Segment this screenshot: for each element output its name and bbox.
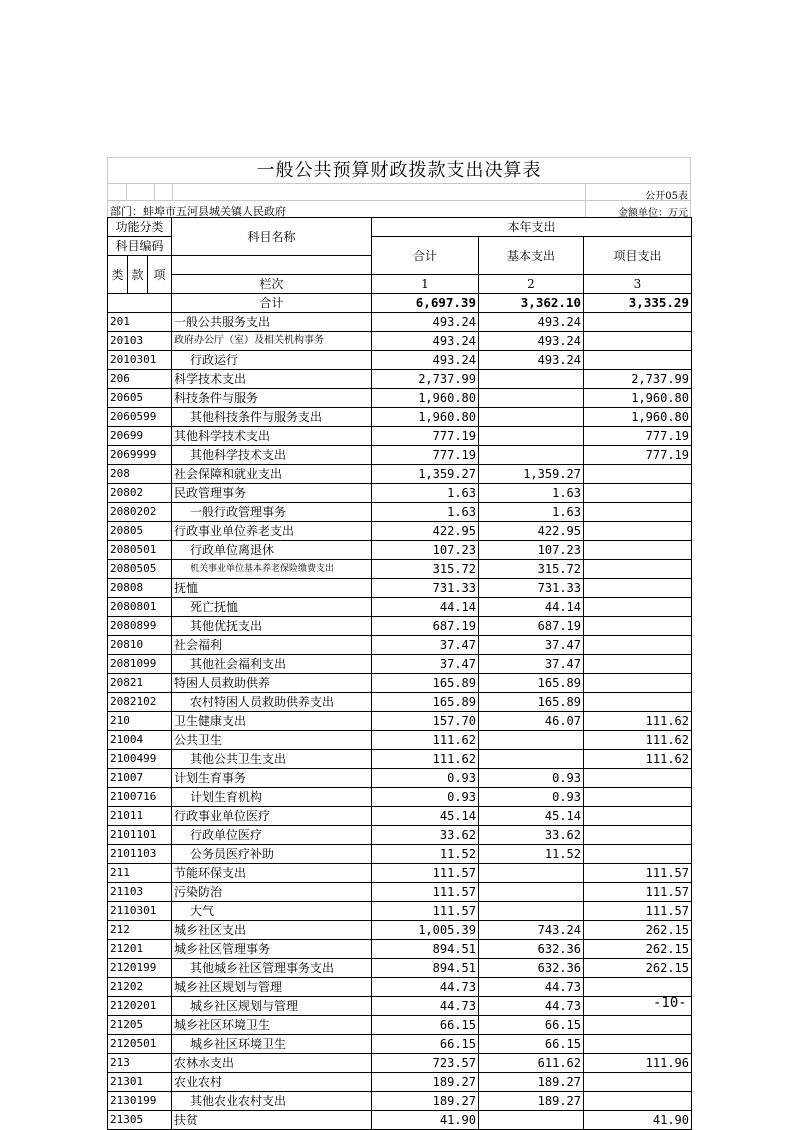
table-row <box>108 560 692 579</box>
row-name: 其他城乡社区管理事务支出 <box>172 959 372 978</box>
header-lei: 类 <box>108 256 128 294</box>
row-name: 行政事业单位医疗 <box>172 807 372 826</box>
row-total: 37.47 <box>372 636 479 655</box>
row-basic: 493.24 <box>479 313 584 332</box>
row-name: 农业农村 <box>172 1073 372 1092</box>
row-project: 262.15 <box>584 959 692 978</box>
row-basic <box>479 731 584 750</box>
row-total: 315.72 <box>372 560 479 579</box>
row-code: 21011 <box>108 807 172 826</box>
department-label: 部门：蚌埠市五河县城关镇人民政府 <box>110 205 286 218</box>
row-code: 2100499 <box>108 750 172 769</box>
row-name: 机关事业单位基本养老保险缴费支出 <box>172 560 372 579</box>
row-name: 城乡社区规划与管理 <box>172 978 372 997</box>
row-basic <box>479 902 584 921</box>
table-row <box>108 465 692 484</box>
row-total: 37.47 <box>372 655 479 674</box>
row-basic <box>479 750 584 769</box>
row-code: 201 <box>108 313 172 332</box>
row-name: 社会福利 <box>172 636 372 655</box>
row-name: 计划生育事务 <box>172 769 372 788</box>
table-row <box>108 807 692 826</box>
row-name: 死亡抚恤 <box>172 598 372 617</box>
row-basic <box>479 446 584 465</box>
row-code: 21301 <box>108 1073 172 1092</box>
row-project: 2,737.99 <box>584 370 692 389</box>
row-project: 111.96 <box>584 1054 692 1073</box>
row-total: 777.19 <box>372 446 479 465</box>
page-number: -10- <box>653 995 687 1011</box>
row-basic <box>479 427 584 446</box>
row-code: 2101101 <box>108 826 172 845</box>
table-row <box>108 750 692 769</box>
row-total: 1,960.80 <box>372 408 479 427</box>
row-name: 社会保障和就业支出 <box>172 465 372 484</box>
row-basic: 165.89 <box>479 674 584 693</box>
row-project <box>584 332 692 351</box>
row-name: 城乡社区环境卫生 <box>172 1035 372 1054</box>
table-row <box>108 313 692 332</box>
row-basic: 611.62 <box>479 1054 584 1073</box>
table-row <box>108 1073 692 1092</box>
table-row <box>108 1035 692 1054</box>
row-project <box>584 522 692 541</box>
row-total: 1,359.27 <box>372 465 479 484</box>
row-code: 2080501 <box>108 541 172 560</box>
table-row <box>108 769 692 788</box>
row-project: 262.15 <box>584 921 692 940</box>
row-name: 民政管理事务 <box>172 484 372 503</box>
row-name: 政府办公厅（室）及相关机构事务 <box>172 332 372 351</box>
row-project: 111.57 <box>584 902 692 921</box>
table-row <box>108 864 692 883</box>
row-project <box>584 788 692 807</box>
row-total: 45.14 <box>372 807 479 826</box>
row-total: 33.62 <box>372 826 479 845</box>
row-name: 行政单位离退休 <box>172 541 372 560</box>
row-total: 1,960.80 <box>372 389 479 408</box>
row-name: 科学技术支出 <box>172 370 372 389</box>
row-total: 0.93 <box>372 769 479 788</box>
row-project <box>584 978 692 997</box>
table-row <box>108 1092 692 1111</box>
row-name: 其他社会福利支出 <box>172 655 372 674</box>
row-project <box>584 560 692 579</box>
header-kuan: 款 <box>128 256 148 294</box>
row-project: 262.15 <box>584 940 692 959</box>
row-total: 422.95 <box>372 522 479 541</box>
header-func-class: 功能分类 <box>108 218 172 237</box>
row-name: 其他公共卫生支出 <box>172 750 372 769</box>
row-total: 66.15 <box>372 1035 479 1054</box>
row-basic: 422.95 <box>479 522 584 541</box>
row-code: 2080505 <box>108 560 172 579</box>
row-code: 2100716 <box>108 788 172 807</box>
table-row <box>108 389 692 408</box>
row-name: 其他科技条件与服务支出 <box>172 408 372 427</box>
row-basic: 37.47 <box>479 636 584 655</box>
row-total: 44.14 <box>372 598 479 617</box>
expenditure-table <box>107 217 692 1130</box>
row-code: 21305 <box>108 1111 172 1130</box>
table-row <box>108 788 692 807</box>
row-project <box>584 465 692 484</box>
row-project <box>584 598 692 617</box>
row-total: 493.24 <box>372 332 479 351</box>
row-project <box>584 503 692 522</box>
row-project <box>584 579 692 598</box>
row-project: 111.62 <box>584 731 692 750</box>
header-project: 项目支出 <box>584 237 692 275</box>
table-row <box>108 617 692 636</box>
row-name: 其他科学技术支出 <box>172 446 372 465</box>
sum-total: 6,697.39 <box>372 294 479 313</box>
row-total: 894.51 <box>372 940 479 959</box>
row-basic: 315.72 <box>479 560 584 579</box>
table-row <box>108 826 692 845</box>
row-project <box>584 655 692 674</box>
table-row <box>108 579 692 598</box>
sum-basic: 3,362.10 <box>479 294 584 313</box>
table-row <box>108 351 692 370</box>
row-total: 44.73 <box>372 978 479 997</box>
row-total: 11.52 <box>372 845 479 864</box>
table-row <box>108 446 692 465</box>
row-project: 1,960.80 <box>584 389 692 408</box>
row-project <box>584 484 692 503</box>
row-project <box>584 541 692 560</box>
row-code: 21007 <box>108 769 172 788</box>
row-basic: 37.47 <box>479 655 584 674</box>
row-basic: 44.73 <box>479 997 584 1016</box>
row-code: 206 <box>108 370 172 389</box>
row-total: 111.62 <box>372 750 479 769</box>
row-basic <box>479 1111 584 1130</box>
row-name: 其他科学技术支出 <box>172 427 372 446</box>
row-basic: 1.63 <box>479 484 584 503</box>
header-col-label: 栏次 <box>172 275 372 294</box>
row-total: 1,005.39 <box>372 921 479 940</box>
table-row <box>108 408 692 427</box>
row-name: 行政运行 <box>172 351 372 370</box>
row-code: 210 <box>108 712 172 731</box>
row-total: 2,737.99 <box>372 370 479 389</box>
row-project <box>584 636 692 655</box>
row-total: 1.63 <box>372 484 479 503</box>
header-subject-name: 科目名称 <box>172 218 372 256</box>
table-row <box>108 731 692 750</box>
row-name: 城乡社区管理事务 <box>172 940 372 959</box>
row-code: 20103 <box>108 332 172 351</box>
row-total: 165.89 <box>372 674 479 693</box>
row-name: 公共卫生 <box>172 731 372 750</box>
row-project <box>584 1035 692 1054</box>
row-code: 212 <box>108 921 172 940</box>
table-row <box>108 484 692 503</box>
row-code: 208 <box>108 465 172 484</box>
row-name: 科技条件与服务 <box>172 389 372 408</box>
row-name: 抚恤 <box>172 579 372 598</box>
table-row <box>108 1054 692 1073</box>
row-code: 21004 <box>108 731 172 750</box>
table-row <box>108 522 692 541</box>
row-code: 21201 <box>108 940 172 959</box>
row-project <box>584 769 692 788</box>
table-row <box>108 978 692 997</box>
row-project: 111.62 <box>584 712 692 731</box>
row-basic: 0.93 <box>479 769 584 788</box>
row-basic <box>479 389 584 408</box>
row-name: 农林水支出 <box>172 1054 372 1073</box>
table-row <box>108 598 692 617</box>
row-total: 189.27 <box>372 1073 479 1092</box>
header-year-expense: 本年支出 <box>372 218 692 237</box>
row-name: 扶贫 <box>172 1111 372 1130</box>
table-row <box>108 883 692 902</box>
table-row <box>108 921 692 940</box>
row-total: 894.51 <box>372 959 479 978</box>
row-total: 111.57 <box>372 902 479 921</box>
page-title: 一般公共预算财政拨款支出决算表 <box>107 157 691 183</box>
sum-label: 合计 <box>172 294 372 313</box>
table-row <box>108 902 692 921</box>
row-code: 2130199 <box>108 1092 172 1111</box>
table-row <box>108 370 692 389</box>
row-total: 0.93 <box>372 788 479 807</box>
row-basic: 189.27 <box>479 1092 584 1111</box>
table-row <box>108 636 692 655</box>
row-basic <box>479 864 584 883</box>
header-col2: 2 <box>479 275 584 294</box>
row-code: 21205 <box>108 1016 172 1035</box>
row-code: 2120501 <box>108 1035 172 1054</box>
row-code: 2060599 <box>108 408 172 427</box>
row-name: 节能环保支出 <box>172 864 372 883</box>
row-code: 20699 <box>108 427 172 446</box>
header-col1: 1 <box>372 275 479 294</box>
row-code: 2080899 <box>108 617 172 636</box>
row-total: 1.63 <box>372 503 479 522</box>
row-name: 计划生育机构 <box>172 788 372 807</box>
row-code: 2081099 <box>108 655 172 674</box>
row-name: 污染防治 <box>172 883 372 902</box>
table-row <box>108 997 692 1016</box>
row-code: 2069999 <box>108 446 172 465</box>
row-name: 大气 <box>172 902 372 921</box>
row-basic: 44.73 <box>479 978 584 997</box>
row-basic: 1.63 <box>479 503 584 522</box>
row-project <box>584 1092 692 1111</box>
row-total: 493.24 <box>372 313 479 332</box>
row-code: 20805 <box>108 522 172 541</box>
row-total: 165.89 <box>372 693 479 712</box>
table-row <box>108 940 692 959</box>
row-code: 2082102 <box>108 693 172 712</box>
row-total: 189.27 <box>372 1092 479 1111</box>
row-basic: 44.14 <box>479 598 584 617</box>
row-project <box>584 1016 692 1035</box>
row-project <box>584 351 692 370</box>
row-basic: 33.62 <box>479 826 584 845</box>
row-code: 21202 <box>108 978 172 997</box>
row-project: 41.90 <box>584 1111 692 1130</box>
row-code: 2101103 <box>108 845 172 864</box>
row-name: 城乡社区环境卫生 <box>172 1016 372 1035</box>
table-row <box>108 655 692 674</box>
row-code: 2080202 <box>108 503 172 522</box>
row-name: 行政单位医疗 <box>172 826 372 845</box>
row-code: 20810 <box>108 636 172 655</box>
row-basic: 0.93 <box>479 788 584 807</box>
header-xiang: 项 <box>148 256 172 294</box>
row-project <box>584 807 692 826</box>
row-project <box>584 617 692 636</box>
row-basic: 743.24 <box>479 921 584 940</box>
row-basic: 11.52 <box>479 845 584 864</box>
row-project <box>584 674 692 693</box>
row-code: 2120199 <box>108 959 172 978</box>
table-row <box>108 541 692 560</box>
row-project: 111.57 <box>584 864 692 883</box>
row-total: 66.15 <box>372 1016 479 1035</box>
row-project <box>584 1073 692 1092</box>
row-basic: 687.19 <box>479 617 584 636</box>
row-code: 2110301 <box>108 902 172 921</box>
row-total: 41.90 <box>372 1111 479 1130</box>
table-row <box>108 693 692 712</box>
row-code: 20605 <box>108 389 172 408</box>
row-name: 卫生健康支出 <box>172 712 372 731</box>
row-code: 20802 <box>108 484 172 503</box>
row-basic: 493.24 <box>479 332 584 351</box>
table-row <box>108 1111 692 1130</box>
department-row <box>107 200 691 217</box>
row-code: 21103 <box>108 883 172 902</box>
row-code: 211 <box>108 864 172 883</box>
row-total: 723.57 <box>372 1054 479 1073</box>
row-name: 其他农业农村支出 <box>172 1092 372 1111</box>
row-code: 20808 <box>108 579 172 598</box>
row-project <box>584 845 692 864</box>
row-basic: 493.24 <box>479 351 584 370</box>
row-basic: 189.27 <box>479 1073 584 1092</box>
row-code: 2080801 <box>108 598 172 617</box>
row-total: 687.19 <box>372 617 479 636</box>
row-basic <box>479 883 584 902</box>
row-basic: 45.14 <box>479 807 584 826</box>
header-basic: 基本支出 <box>479 237 584 275</box>
row-total: 44.73 <box>372 997 479 1016</box>
sum-project: 3,335.29 <box>584 294 692 313</box>
row-total: 111.57 <box>372 864 479 883</box>
row-name: 城乡社区支出 <box>172 921 372 940</box>
row-total: 777.19 <box>372 427 479 446</box>
header-col3: 3 <box>584 275 692 294</box>
table-row <box>108 332 692 351</box>
row-basic <box>479 408 584 427</box>
row-project: 777.19 <box>584 427 692 446</box>
row-code: 2010301 <box>108 351 172 370</box>
row-project <box>584 826 692 845</box>
row-name: 一般公共服务支出 <box>172 313 372 332</box>
row-code: 2120201 <box>108 997 172 1016</box>
row-basic: 632.36 <box>479 940 584 959</box>
table-row <box>108 845 692 864</box>
row-basic: 46.07 <box>479 712 584 731</box>
row-basic: 632.36 <box>479 959 584 978</box>
row-code: 213 <box>108 1054 172 1073</box>
table-row <box>108 427 692 446</box>
row-name: 特困人员救助供养 <box>172 674 372 693</box>
row-project: 1,960.80 <box>584 408 692 427</box>
row-total: 111.62 <box>372 731 479 750</box>
row-project: 111.57 <box>584 883 692 902</box>
row-basic: 731.33 <box>479 579 584 598</box>
row-basic: 66.15 <box>479 1016 584 1035</box>
row-basic: 165.89 <box>479 693 584 712</box>
table-row <box>108 503 692 522</box>
row-project <box>584 693 692 712</box>
row-project <box>584 313 692 332</box>
table-row <box>108 712 692 731</box>
row-project: 777.19 <box>584 446 692 465</box>
table-row <box>108 674 692 693</box>
row-total: 111.57 <box>372 883 479 902</box>
row-name: 农村特困人员救助供养支出 <box>172 693 372 712</box>
row-code: 20821 <box>108 674 172 693</box>
row-name: 一般行政管理事务 <box>172 503 372 522</box>
row-name: 公务员医疗补助 <box>172 845 372 864</box>
row-total: 107.23 <box>372 541 479 560</box>
row-name: 其他优抚支出 <box>172 617 372 636</box>
row-total: 731.33 <box>372 579 479 598</box>
row-basic: 107.23 <box>479 541 584 560</box>
header-total: 合计 <box>372 237 479 275</box>
row-project: 111.62 <box>584 750 692 769</box>
row-basic: 1,359.27 <box>479 465 584 484</box>
form-code-row <box>107 183 691 200</box>
row-name: 城乡社区规划与管理 <box>172 997 372 1016</box>
row-total: 493.24 <box>372 351 479 370</box>
header-subject-code: 科目编码 <box>108 237 172 256</box>
unit-label: 金额单位：万元 <box>618 208 688 219</box>
row-name: 行政事业单位养老支出 <box>172 522 372 541</box>
row-basic: 66.15 <box>479 1035 584 1054</box>
table-row <box>108 1016 692 1035</box>
table-row <box>108 959 692 978</box>
form-code: 公开05表 <box>645 191 688 202</box>
row-basic <box>479 370 584 389</box>
row-total: 157.70 <box>372 712 479 731</box>
